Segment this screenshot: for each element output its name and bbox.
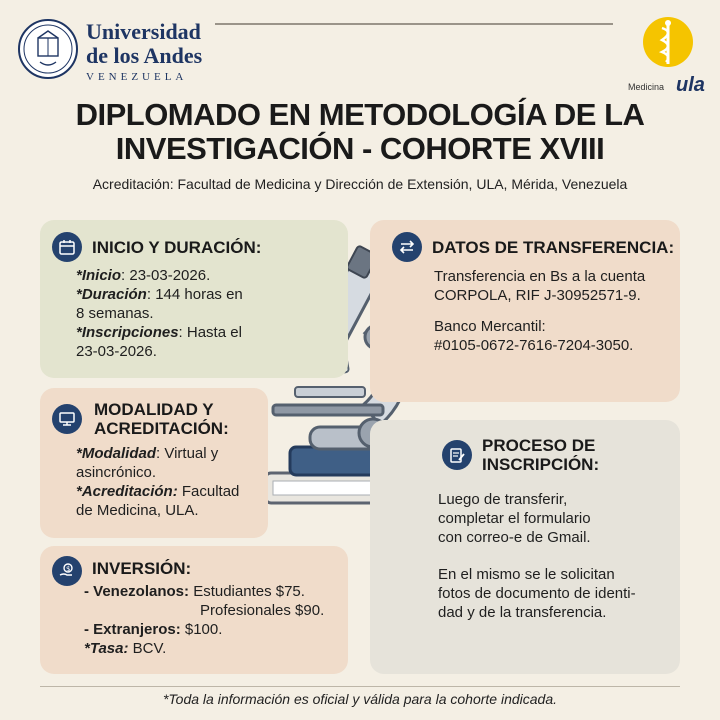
inicio-duracion-body [76,266,336,361]
datos-transferencia-title: DATOS DE TRANSFERENCIA: [432,238,675,257]
modalidad-acreditacion-card [40,388,268,538]
inversion-card [40,546,348,674]
acreditacion-label: *Acreditación: [76,483,178,500]
duracion-value-cont: 8 semanas. [76,305,154,322]
inicio-duracion-card [40,220,348,378]
svg-text:$: $ [66,565,71,573]
proceso-inscripcion-body [438,490,674,622]
transferencia-line3: Banco Mercantil: [434,318,546,335]
inicio-duracion-title: INICIO Y DURACIÓN: [92,238,262,257]
proceso-p1-line2: completar el formulario [438,510,591,527]
footer-note: *Toda la información es oficial y válida para la cohorte indicada. [162,691,558,707]
venezolanos-label: - Venezolanos: [84,583,190,600]
inicio-label: *Inicio [76,267,122,284]
header-divider [215,23,613,25]
transferencia-line1: Transferencia en Bs a la cuenta [434,268,646,285]
inversion-title: INVERSIÓN: [92,559,192,578]
datos-transferencia-body [434,267,674,355]
transfer-arrows-icon [392,232,422,262]
proceso-p2-line2: fotos de documento de identi- [438,585,636,602]
venezolanos-value: Estudiantes $75. [189,583,305,600]
medicina-label: Medicina [628,82,665,92]
proceso-title-line1: PROCESO DE [482,436,596,455]
inscripciones-value: : Hasta el [178,324,242,341]
page-title-line1: DIPLOMADO EN METODOLOGÍA DE LA [75,97,645,132]
proceso-title-line2: INSCRIPCIÓN: [482,455,600,474]
page-title-line2: INVESTIGACIÓN - COHORTE XVIII [115,131,605,166]
proceso-p1-line1: Luego de transferir, [438,491,568,508]
modalidad-acreditacion-body [76,444,266,520]
university-name-line2: de los Andes [86,43,203,68]
modalidad-value: : Virtual y [156,445,219,462]
page-title [40,98,680,166]
modalidad-title-line1: MODALIDAD Y [94,400,214,419]
transferencia-line2: CORPOLA, RIF J-30952571-9. [434,287,641,304]
form-edit-icon [442,440,472,470]
inversion-body [84,582,346,658]
duracion-value: : 144 horas en [146,286,243,303]
proceso-inscripcion-title [482,436,599,474]
proceso-p2-line3: dad y de la transferencia. [438,604,607,621]
acreditacion-value: Facultad [177,483,240,500]
university-logo [18,18,208,82]
modalidad-label: *Modalidad [76,445,157,462]
extranjeros-value: $100. [180,621,223,638]
proceso-p1-line3: con correo-e de Gmail. [438,529,591,546]
proceso-inscripcion-card [370,420,680,674]
modalidad-title-line2: ACREDITACIÓN: [94,419,229,438]
tasa-value: BCV. [128,640,167,657]
ula-label: ula [676,74,705,96]
extranjeros-label: - Extranjeros: [84,621,181,638]
university-name-line1: Universidad [86,19,201,44]
university-name [86,20,202,84]
inicio-value: : 23-03-2026. [121,267,211,284]
inscripciones-label: *Inscripciones [76,324,179,341]
modalidad-value-cont: asincrónico. [76,464,157,481]
transferencia-line4: #0105-0672-7616-7204-3050. [434,337,634,354]
university-country: VENEZUELA [86,71,188,83]
inscripciones-value-cont: 23-03-2026. [76,343,157,360]
money-hand-icon [52,556,82,586]
monitor-icon [52,404,82,434]
calendar-icon [52,232,82,262]
university-seal-icon [18,18,78,80]
acreditacion-value-cont: de Medicina, ULA. [76,502,199,519]
duracion-label: *Duración [76,286,147,303]
modalidad-acreditacion-title [94,400,229,438]
venezolanos-value-cont: Profesionales $90. [200,602,325,619]
tasa-label: *Tasa: [84,640,129,657]
footer-divider [40,686,680,687]
accreditation-subtitle: Acreditación: Facultad de Medicina y Dirección de Extensión, ULA, Mérida, Venezuela [92,176,628,192]
datos-transferencia-card [370,220,680,402]
proceso-p2-line1: En el mismo se le solicitan [438,566,615,583]
